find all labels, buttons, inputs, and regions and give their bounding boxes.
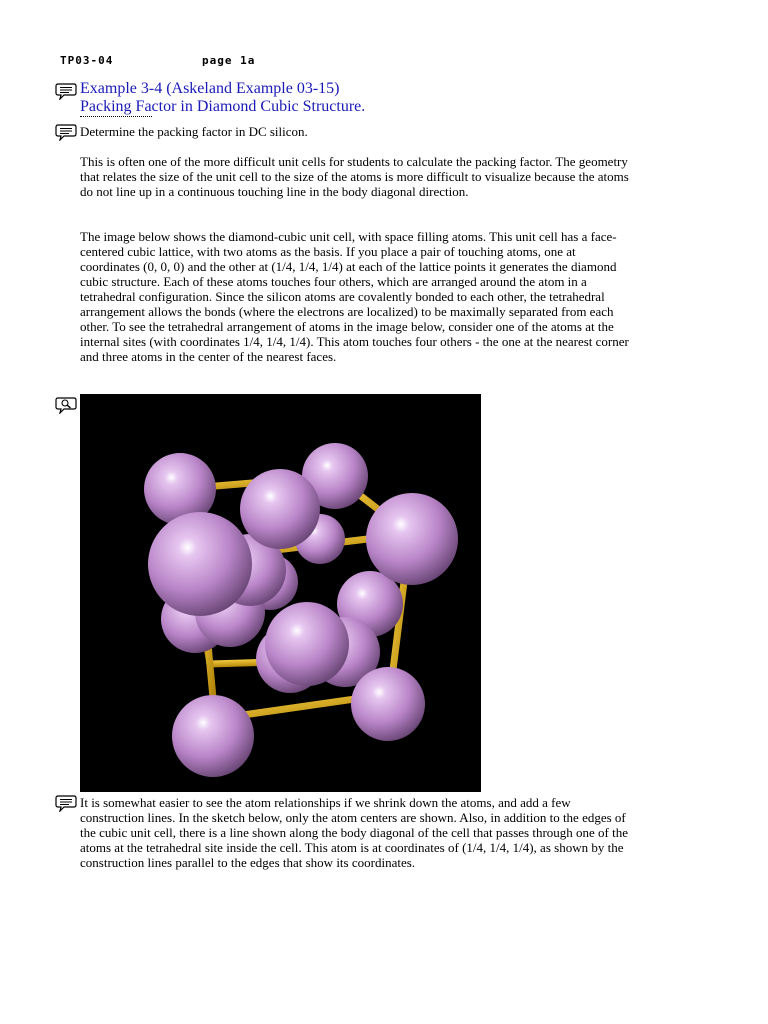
- page-header: [60, 54, 256, 67]
- title-line-1: Example 3-4 (Askeland Example 03-15): [80, 80, 340, 97]
- title-underline: [80, 116, 152, 117]
- page-number: page 1a: [202, 54, 256, 67]
- title-line-2: Packing Factor in Diamond Cubic Structure.: [80, 98, 366, 115]
- paragraph-description: The image below shows the diamond-cubic unit cell, with space filling atoms. This unit cell has a face-centered cubic lattice, with two atoms as the basis. If you place a pair of touching atoms, one at coordinates (0, 0, 0) and the other at (1/4, 1/4, 1/4) at each of the lattice points it generates the diamond cubic structure. Each of these atoms touches four others, which are arranged around the atom in a tetrahedral configuration. Since the silicon atoms are covalently bonded to each other, the tetrahedral arrangement allows the bonds (where the electrons are localized) to be maximally separated from each other. To see the tetrahedral arrangement of atoms in the image below, consider one of the atoms at the internal sites (with coordinates 1/4, 1/4, 1/4). This atom touches four others - the one at the nearest corner and three atoms in the center of the nearest faces.: [80, 229, 629, 364]
- paragraph-difficulty: This is often one of the more difficult unit cells for students to calculate the packing factor. The geometry that relates the size of the unit cell to the size of the atoms is more difficult to visualize because the atoms do not line up in a continuous touching line in the body diagonal direction.: [80, 154, 629, 199]
- speech-bubble-note-icon[interactable]: [55, 82, 77, 100]
- diamond-cubic-render: [80, 394, 481, 792]
- paragraph-intro: Determine the packing factor in DC silicon.: [80, 124, 308, 139]
- speech-bubble-note-icon[interactable]: [55, 123, 77, 141]
- example-title: [80, 80, 365, 116]
- document-code: TP03-04: [60, 54, 114, 67]
- paragraph-construction-lines: It is somewhat easier to see the atom relationships if we shrink down the atoms, and add a few construction lines. In the sketch below, only the atom centers are shown. Also, in addition to the edges of the cubic unit cell, there is a line shown along the body diagonal of the cell that passes through one of the atoms at the tetrahedral site inside the cell. This atom is at coordinates of (1/4, 1/4, 1/4), as shown by the construction lines parallel to the edges that show its coordinates.: [80, 795, 629, 870]
- speech-bubble-magnifier-icon[interactable]: [55, 396, 77, 414]
- atoms: [144, 443, 458, 777]
- diamond-cubic-figure: [80, 394, 481, 792]
- speech-bubble-note-icon[interactable]: [55, 794, 77, 812]
